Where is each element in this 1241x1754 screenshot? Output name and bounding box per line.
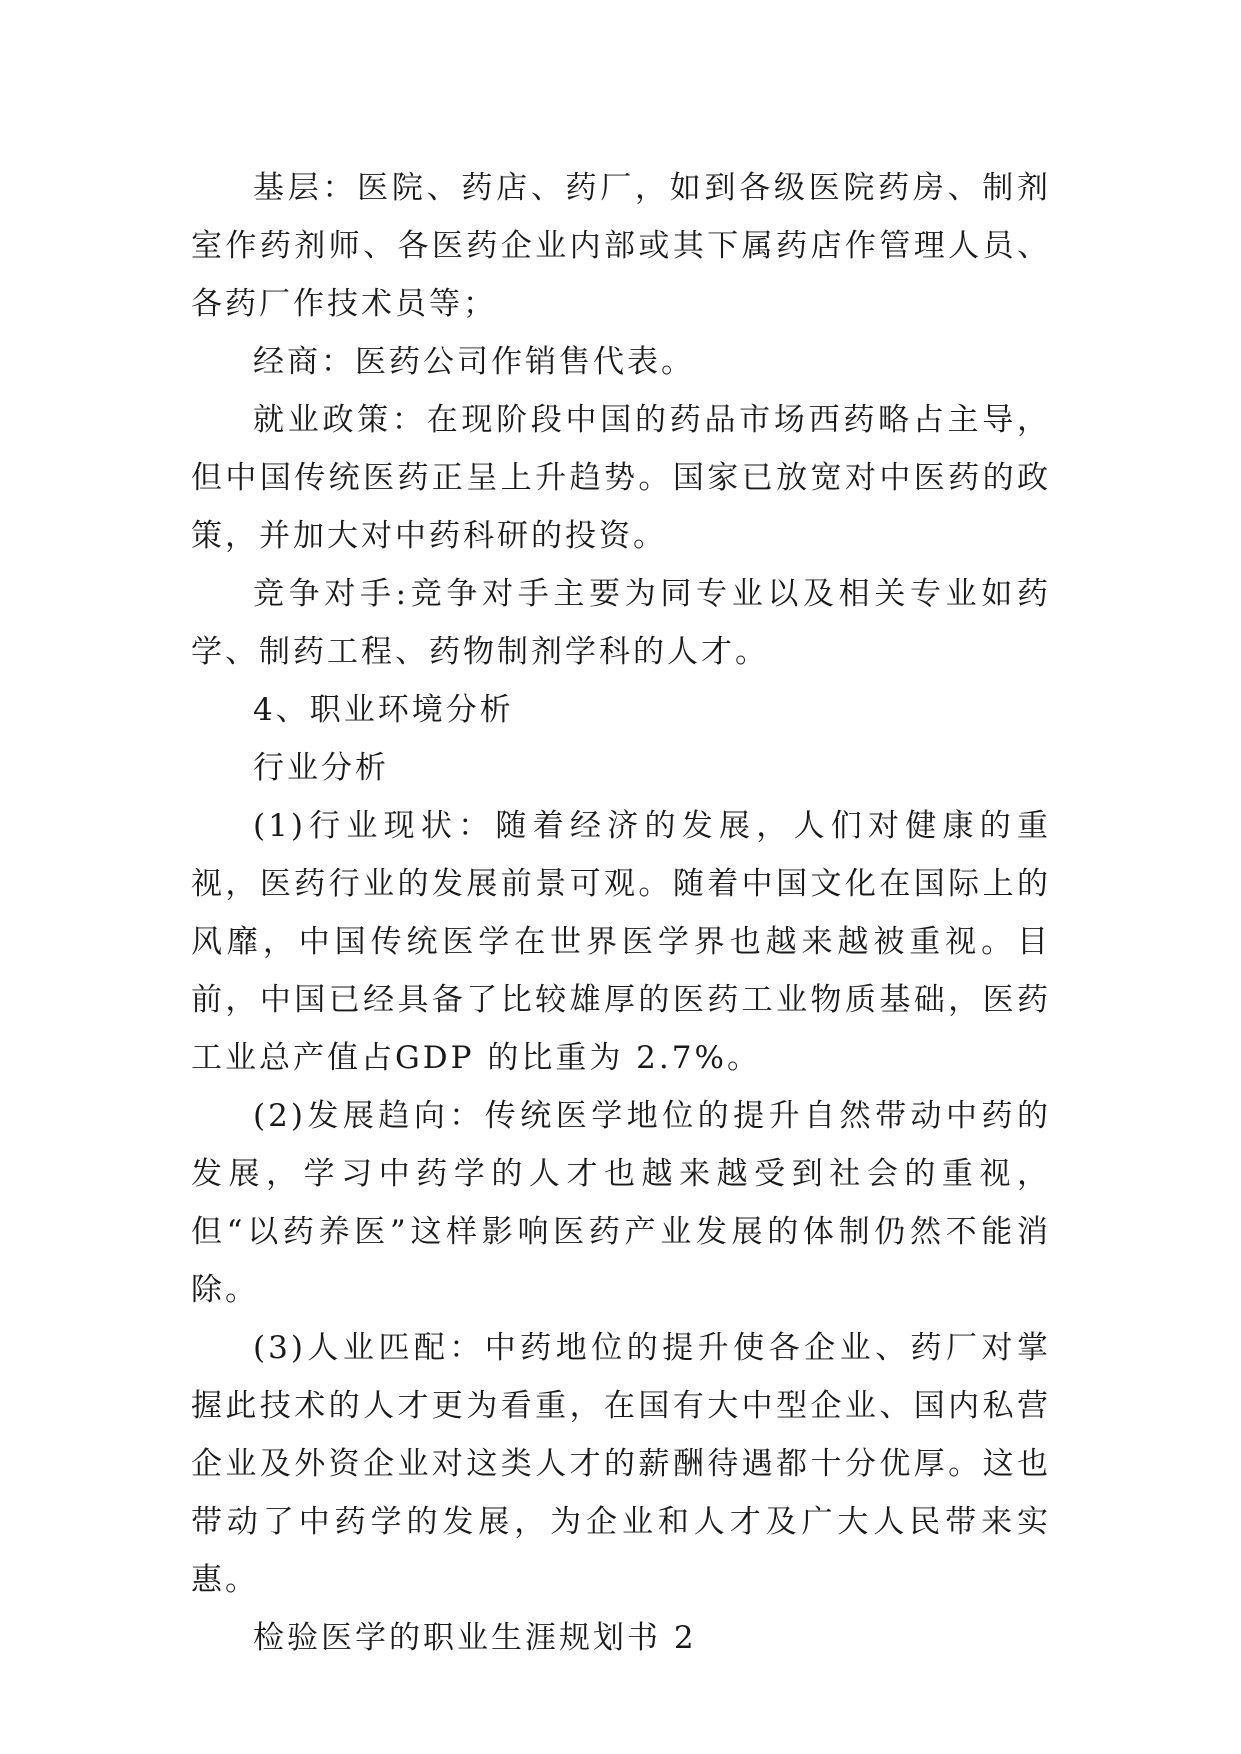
- paragraph-business: 经商：医药公司作销售代表。: [253, 344, 695, 380]
- document-body: [191, 159, 1051, 1667]
- section-heading-career-environment: 4、职业环境分析: [253, 692, 514, 728]
- paragraph-development-trend: (2)发展趋向：传统医学地位的提升自然带动中药的发展，学习中药学的人才也越来越受到社会的重视，但“以药养医”这样影响医药产业发展的体制仍然不能消除。: [191, 1098, 1051, 1308]
- paragraph-employment-policy: 就业政策：在现阶段中国的药品市场西药略占主导，但中国传统医药正呈上升趋势。国家已放宽对中医药的政策，并加大对中药科研的投资。: [191, 402, 1051, 554]
- next-document-title: 检验医学的职业生涯规划书 2: [253, 1620, 697, 1656]
- paragraph-grassroots: 基层：医院、药店、药厂，如到各级医院药房、制剂室作药剂师、各医药企业内部或其下属药店作管理人员、各药厂作技术员等；: [191, 170, 1051, 322]
- paragraph-industry-status: (1)行业现状：随着经济的发展，人们对健康的重视，医药行业的发展前景可观。随着中国文化在国际上的风靡，中国传统医学在世界医学界也越来越被重视。目前，中国已经具备了比较雄厚的医药工业物质基础，医药工业总产值占GDP 的比重为 2.7%。: [191, 808, 1051, 1076]
- subheading-industry-analysis: 行业分析: [253, 750, 389, 786]
- paragraph-person-job-match: (3)人业匹配：中药地位的提升使各企业、药厂对掌握此技术的人才更为看重，在国有大中型企业、国内私营企业及外资企业对这类人才的薪酬待遇都十分优厚。这也带动了中药学的发展，为企业和人才及广大人民带来实惠。: [191, 1330, 1051, 1598]
- paragraph-competitors: 竞争对手:竞争对手主要为同专业以及相关专业如药学、制药工程、药物制剂学科的人才。: [191, 576, 1051, 670]
